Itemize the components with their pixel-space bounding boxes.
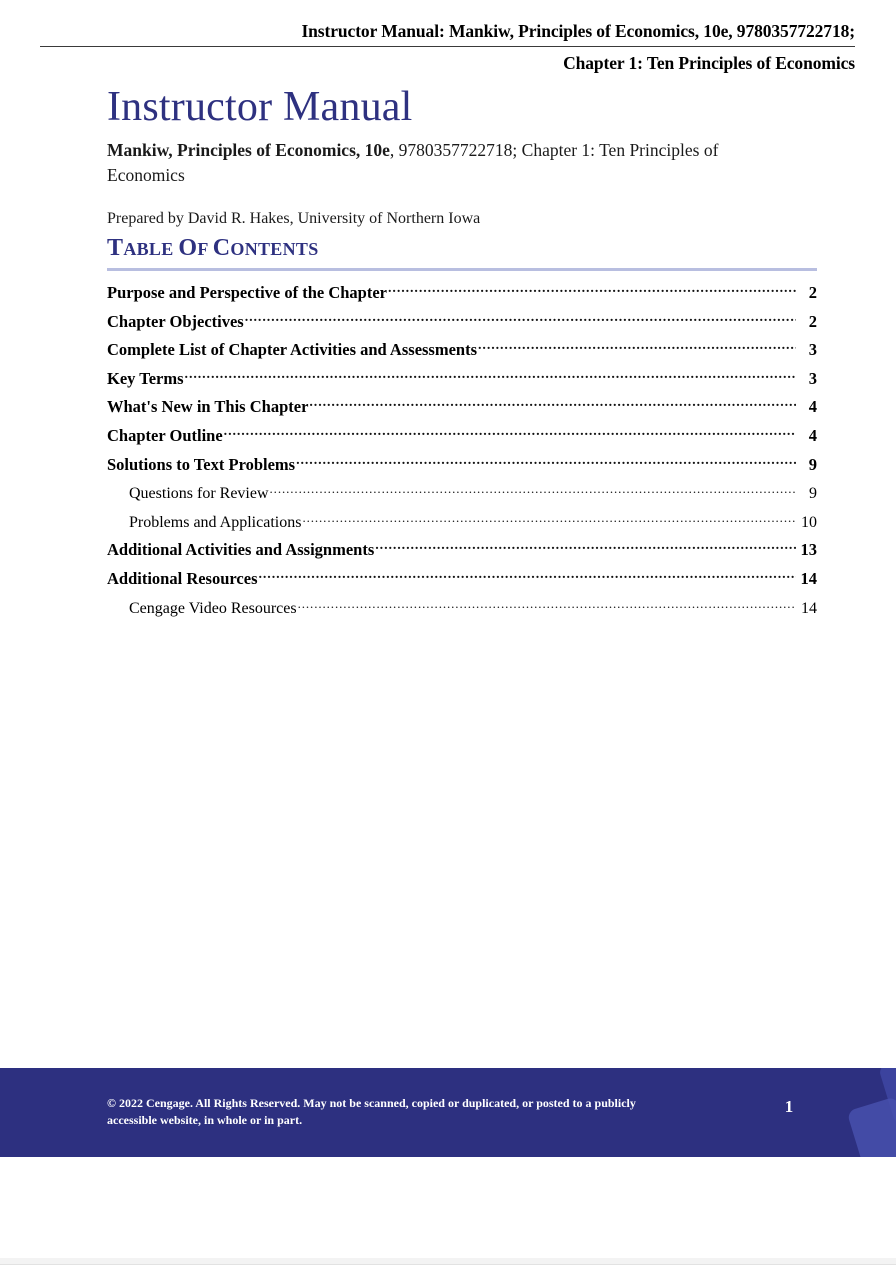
- footer-decoration-shape: [847, 1096, 896, 1157]
- toc-entry[interactable]: [107, 311, 817, 340]
- toc-entry-label: Additional Resources: [107, 568, 258, 588]
- toc-dot-leader: [302, 511, 796, 527]
- toc-entry[interactable]: [107, 282, 817, 311]
- toc-entry-page-number: 9: [809, 485, 817, 503]
- toc-entry-page-number: 10: [801, 513, 817, 531]
- toc-entry-page-number: 4: [808, 425, 817, 445]
- toc-entry-label: Problems and Applications: [129, 513, 302, 531]
- toc-dot-leader: [185, 368, 796, 384]
- toc-dot-leader: [478, 339, 796, 355]
- toc-entry-label: Solutions to Text Problems: [107, 454, 296, 474]
- toc-entry-page-number: 2: [808, 311, 817, 331]
- toc-entry-label: Complete List of Chapter Activities and Assessments: [107, 340, 478, 360]
- toc-entry-label: Questions for Review: [129, 485, 269, 503]
- toc-entry-page-number: 3: [808, 340, 817, 360]
- toc-entry[interactable]: [107, 597, 817, 626]
- toc-entry-page-number: 2: [808, 283, 817, 302]
- toc-entry[interactable]: [107, 454, 817, 483]
- toc-heading-block: [107, 235, 817, 271]
- toc-entry[interactable]: [107, 568, 817, 597]
- toc-entry[interactable]: [107, 368, 817, 397]
- toc-heading: TABLE OF CONTENTS: [107, 235, 319, 261]
- toc-entry-page-number: 4: [808, 397, 817, 417]
- next-page-top-edge: [0, 1264, 896, 1269]
- toc-entry-label: Purpose and Perspective of the Chapter: [107, 283, 388, 302]
- table-of-contents: [107, 282, 817, 625]
- toc-dot-leader: [224, 425, 796, 441]
- toc-entry[interactable]: [107, 482, 817, 511]
- title-block: [107, 82, 817, 230]
- subtitle-bold-segment: Mankiw, Principles of Economics, 10e: [107, 140, 390, 160]
- toc-entry-label: What's New in This Chapter: [107, 397, 309, 417]
- toc-entry-label: Cengage Video Resources: [129, 599, 297, 617]
- running-header-line-1: Instructor Manual: Mankiw, Principles of Economics, 10e, 9780357722718;: [40, 18, 855, 47]
- toc-entry-label: Key Terms: [107, 368, 184, 388]
- toc-divider: [107, 268, 817, 271]
- toc-dot-leader: [270, 482, 796, 498]
- toc-entry[interactable]: [107, 396, 817, 425]
- toc-entry[interactable]: [107, 425, 817, 454]
- copyright-notice: © 2022 Cengage. All Rights Reserved. May not be scanned, copied or duplicated, or posted to a publicly accessible website, in whole or in part.: [107, 1096, 636, 1127]
- toc-entry-page-number: 3: [808, 368, 817, 388]
- toc-dot-leader: [309, 396, 796, 412]
- toc-dot-leader: [259, 568, 797, 584]
- toc-entry[interactable]: [107, 339, 817, 368]
- toc-dot-leader: [375, 539, 796, 555]
- page-number: 1: [784, 1097, 794, 1116]
- toc-entry[interactable]: [107, 539, 817, 568]
- document-subtitle: [107, 138, 797, 188]
- toc-entry-page-number: 14: [800, 568, 817, 588]
- page-title: Instructor Manual: [107, 84, 413, 130]
- toc-entry-page-number: 14: [801, 599, 817, 617]
- toc-entry-label: Chapter Objectives: [107, 311, 244, 331]
- toc-entry-page-number: 9: [808, 454, 817, 474]
- toc-dot-leader: [388, 282, 796, 298]
- running-header: [40, 18, 855, 76]
- toc-entry[interactable]: [107, 511, 817, 540]
- prepared-by-line: Prepared by David R. Hakes, University of Northern Iowa: [107, 210, 481, 227]
- footer-banner: [0, 1068, 896, 1157]
- subtitle-rest-segment: , 9780357722718; Chapter 1: Ten Principles of Economics: [107, 140, 719, 185]
- toc-entry-label: Additional Activities and Assignments: [107, 540, 375, 560]
- toc-entry-page-number: 13: [800, 540, 817, 560]
- toc-entry-label: Chapter Outline: [107, 425, 223, 445]
- running-header-line-2: Chapter 1: Ten Principles of Economics: [563, 53, 855, 73]
- toc-dot-leader: [298, 597, 796, 613]
- toc-dot-leader: [245, 311, 796, 327]
- toc-dot-leader: [296, 454, 796, 470]
